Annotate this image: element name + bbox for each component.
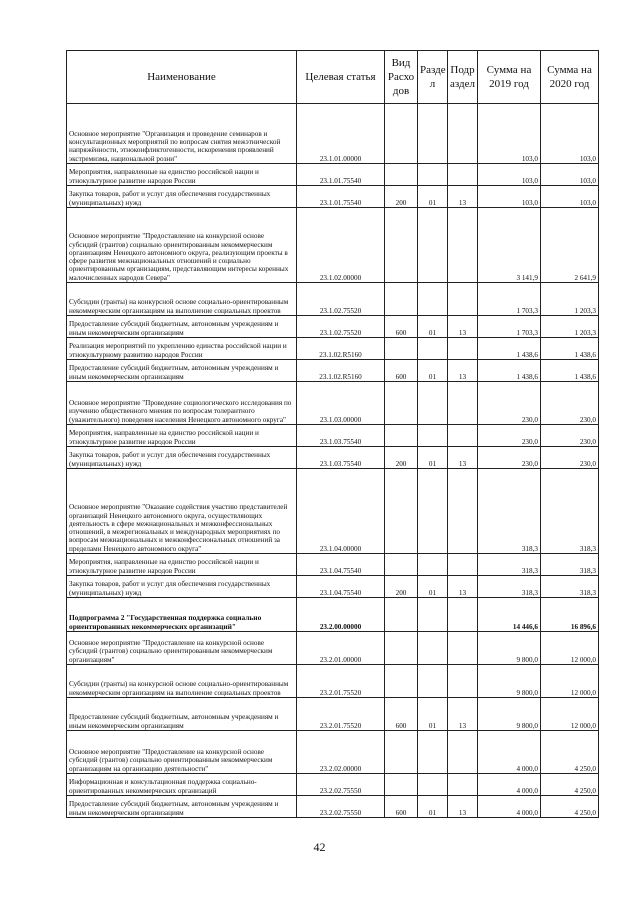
row-section: 01 [418,576,448,598]
row-sum-2020: 2 641,9 [541,208,599,283]
row-sum-2019: 230,0 [478,425,541,447]
table-row [67,283,599,316]
row-subsection [448,598,478,632]
row-target-article: 23.2.02.75550 [297,774,385,796]
row-subsection [448,469,478,554]
row-sum-2020: 1 438,6 [541,338,599,360]
row-expense-type [385,598,418,632]
row-target-article: 23.2.02.00000 [297,731,385,774]
row-expense-type [385,382,418,425]
row-section [418,283,448,316]
row-target-article: 23.1.03.75540 [297,447,385,469]
row-target-article: 23.1.01.00000 [297,104,385,164]
row-section: 01 [418,316,448,338]
row-name: Подпрограмма 2 "Государственная поддержка социально ориентированных некоммерческих организаций" [67,598,297,632]
row-name: Мероприятия, направленные на единство российской нации и этнокультурное развитие народов России [67,164,297,186]
row-expense-type: 600 [385,796,418,818]
row-name: Мероприятия, направленные на единство российской нации и этнокультурное развитие народов России [67,425,297,447]
row-subsection [448,164,478,186]
row-section [418,632,448,665]
table-row [67,469,599,554]
row-name: Реализация мероприятий по укреплению единства российской нации и этнокультурному развитию народов России [67,338,297,360]
row-expense-type: 600 [385,360,418,382]
table-row [67,447,599,469]
row-subsection: 13 [448,698,478,731]
row-target-article: 23.2.01.75520 [297,698,385,731]
row-expense-type [385,425,418,447]
row-sum-2019: 318,3 [478,469,541,554]
row-sum-2019: 318,3 [478,554,541,576]
table-row [67,104,599,164]
row-target-article: 23.1.02.75520 [297,283,385,316]
row-sum-2020: 230,0 [541,447,599,469]
table-row [67,316,599,338]
row-name: Основное мероприятие "Оказание содействия участию представителей организаций Ненецкого автономного округа, осуществляющих деятельность в сфере межнациональных и межконфессиональных отношений, в межрегиональных и международных мероприятиях по вопросам межнациональных и межконфессиональных отношений за пределами Ненецкого автономного округа" [67,469,297,554]
row-expense-type [385,469,418,554]
row-sum-2019: 1 703,3 [478,283,541,316]
header-sum-2019: Сумма на 2019 год [478,51,541,104]
row-sum-2019: 230,0 [478,382,541,425]
row-sum-2019: 1 438,6 [478,338,541,360]
row-subsection [448,283,478,316]
row-section [418,208,448,283]
row-target-article: 23.1.02.R5160 [297,338,385,360]
row-section [418,104,448,164]
row-name: Закупка товаров, работ и услуг для обеспечения государственных (муниципальных) нужд [67,576,297,598]
row-sum-2019: 9 800,0 [478,632,541,665]
row-section [418,164,448,186]
row-section [418,425,448,447]
header-name: Наименование [67,51,297,104]
page-number: 42 [313,840,326,854]
row-expense-type [385,338,418,360]
row-sum-2020: 318,3 [541,554,599,576]
row-subsection: 13 [448,360,478,382]
table-row [67,632,599,665]
row-target-article: 23.2.01.75520 [297,665,385,698]
row-target-article: 23.2.02.75550 [297,796,385,818]
row-subsection [448,554,478,576]
header-section: Разде л [418,51,448,104]
row-sum-2019: 9 800,0 [478,698,541,731]
table-row [67,665,599,698]
row-sum-2020: 4 250,0 [541,796,599,818]
row-subsection [448,425,478,447]
row-sum-2019: 4 000,0 [478,796,541,818]
row-section [418,731,448,774]
row-sum-2020: 4 250,0 [541,774,599,796]
table-row [67,576,599,598]
row-sum-2020: 230,0 [541,425,599,447]
row-sum-2020: 103,0 [541,186,599,208]
table-row [67,731,599,774]
row-name: Основное мероприятие "Проведение социологического исследования по изучению общественного мнения по вопросам толерантного (уважительного) поведения населения Ненецкого автономного округа" [67,382,297,425]
row-section: 01 [418,796,448,818]
row-section: 01 [418,698,448,731]
row-subsection [448,208,478,283]
row-subsection [448,632,478,665]
table-row [67,382,599,425]
row-sum-2019: 1 703,3 [478,316,541,338]
row-target-article: 23.1.02.00000 [297,208,385,283]
row-subsection [448,382,478,425]
row-subsection: 13 [448,576,478,598]
row-name: Основное мероприятие "Предоставление на конкурсной основе субсидий (грантов) социально ориентированным некоммерческим организациям на организацию деятельности" [67,731,297,774]
row-name: Предоставление субсидий бюджетным, автономным учреждениям и иным некоммерческим организациям [67,360,297,382]
row-subsection [448,774,478,796]
row-expense-type [385,208,418,283]
row-sum-2019: 3 141,9 [478,208,541,283]
row-expense-type [385,774,418,796]
table-row [67,698,599,731]
row-sum-2020: 12 000,0 [541,632,599,665]
row-section [418,774,448,796]
row-sum-2020: 1 203,3 [541,283,599,316]
header-sum-2020: Сумма на 2020 год [541,51,599,104]
row-name: Предоставление субсидий бюджетным, автономным учреждениям и иным некоммерческим организациям [67,316,297,338]
row-section [418,554,448,576]
row-sum-2019: 103,0 [478,104,541,164]
row-expense-type: 200 [385,447,418,469]
row-sum-2019: 230,0 [478,447,541,469]
row-expense-type: 200 [385,186,418,208]
row-sum-2019: 4 000,0 [478,774,541,796]
row-expense-type [385,731,418,774]
row-name: Основное мероприятие "Предоставление на конкурсной основе субсидий (грантов) социально ориентированным некоммерческим организациям Ненецкого автономного округа, реализующим проекты в сфере развития межнациональных отношений и социально ориентированным организациям, представляющим интересы коренных малочисленных народов Севера" [67,208,297,283]
row-name: Мероприятия, направленные на единство российской нации и этнокультурное развитие народов России [67,554,297,576]
table-row [67,425,599,447]
table-row [67,360,599,382]
row-name: Предоставление субсидий бюджетным, автономным учреждениям и иным некоммерческим организациям [67,796,297,818]
row-subsection: 13 [448,796,478,818]
table-header-row [67,51,599,104]
row-expense-type [385,283,418,316]
row-name: Субсидии (гранты) на конкурсной основе социально-ориентированным некоммерческим организациям на выполнение социальных проектов [67,283,297,316]
table-row [67,338,599,360]
row-name: Закупка товаров, работ и услуг для обеспечения государственных (муниципальных) нужд [67,447,297,469]
row-name: Закупка товаров, работ и услуг для обеспечения государственных (муниципальных) нужд [67,186,297,208]
table-row [67,598,599,632]
row-section [418,598,448,632]
row-sum-2019: 1 438,6 [478,360,541,382]
row-sum-2020: 4 250,0 [541,731,599,774]
row-sum-2020: 230,0 [541,382,599,425]
row-sum-2019: 318,3 [478,576,541,598]
row-sum-2019: 103,0 [478,186,541,208]
row-section [418,338,448,360]
row-expense-type [385,632,418,665]
row-target-article: 23.1.03.75540 [297,425,385,447]
row-target-article: 23.1.04.75540 [297,554,385,576]
row-section: 01 [418,360,448,382]
row-expense-type [385,665,418,698]
row-target-article: 23.1.04.00000 [297,469,385,554]
table-row [67,208,599,283]
table-row [67,554,599,576]
row-target-article: 23.1.02.75520 [297,316,385,338]
row-sum-2019: 103,0 [478,164,541,186]
row-expense-type: 600 [385,316,418,338]
row-target-article: 23.2.01.00000 [297,632,385,665]
row-target-article: 23.1.02.R5160 [297,360,385,382]
header-target-article: Целевая статья [297,51,385,104]
row-subsection: 13 [448,316,478,338]
row-expense-type: 600 [385,698,418,731]
row-expense-type [385,554,418,576]
row-target-article: 23.1.03.00000 [297,382,385,425]
row-sum-2019: 4 000,0 [478,731,541,774]
row-target-article: 23.1.04.75540 [297,576,385,598]
row-sum-2020: 103,0 [541,104,599,164]
row-section [418,665,448,698]
row-section: 01 [418,186,448,208]
row-sum-2020: 1 438,6 [541,360,599,382]
row-target-article: 23.2.00.00000 [297,598,385,632]
row-name: Основное мероприятие "Предоставление на конкурсной основе субсидий (грантов) социально ориентированным некоммерческим организациям" [67,632,297,665]
row-subsection: 13 [448,447,478,469]
row-subsection [448,665,478,698]
header-subsection: Подр аздел [448,51,478,104]
row-sum-2020: 318,3 [541,469,599,554]
budget-table [66,50,599,818]
header-expense-type: Вид Расхо дов [385,51,418,104]
row-sum-2020: 16 896,6 [541,598,599,632]
table-row [67,164,599,186]
row-expense-type: 200 [385,576,418,598]
row-section [418,469,448,554]
row-name: Информационная и консультационная поддержка социально-ориентированных некоммерческих организаций [67,774,297,796]
row-expense-type [385,104,418,164]
row-subsection [448,104,478,164]
row-section: 01 [418,447,448,469]
row-expense-type [385,164,418,186]
row-sum-2020: 12 000,0 [541,698,599,731]
budget-table-container [66,50,598,818]
row-section [418,382,448,425]
row-sum-2020: 103,0 [541,164,599,186]
row-sum-2019: 14 446,6 [478,598,541,632]
row-subsection [448,338,478,360]
row-sum-2020: 318,3 [541,576,599,598]
row-subsection [448,731,478,774]
table-row [67,796,599,818]
row-subsection: 13 [448,186,478,208]
row-sum-2020: 12 000,0 [541,665,599,698]
row-target-article: 23.1.01.75540 [297,186,385,208]
table-row [67,186,599,208]
table-row [67,774,599,796]
row-target-article: 23.1.01.75540 [297,164,385,186]
row-name: Основное мероприятие "Организация и проведение семинаров и консультационных мероприятий по вопросам снятия межэтнической напряжённости, этноконфликтогенности, искоренения проявлений экстремизма, национальной розни" [67,104,297,164]
row-sum-2019: 9 800,0 [478,665,541,698]
row-name: Предоставление субсидий бюджетным, автономным учреждениям и иным некоммерческим организациям [67,698,297,731]
row-name: Субсидии (гранты) на конкурсной основе социально-ориентированным некоммерческим организациям на выполнение социальных проектов [67,665,297,698]
table-body [67,104,599,818]
row-sum-2020: 1 203,3 [541,316,599,338]
